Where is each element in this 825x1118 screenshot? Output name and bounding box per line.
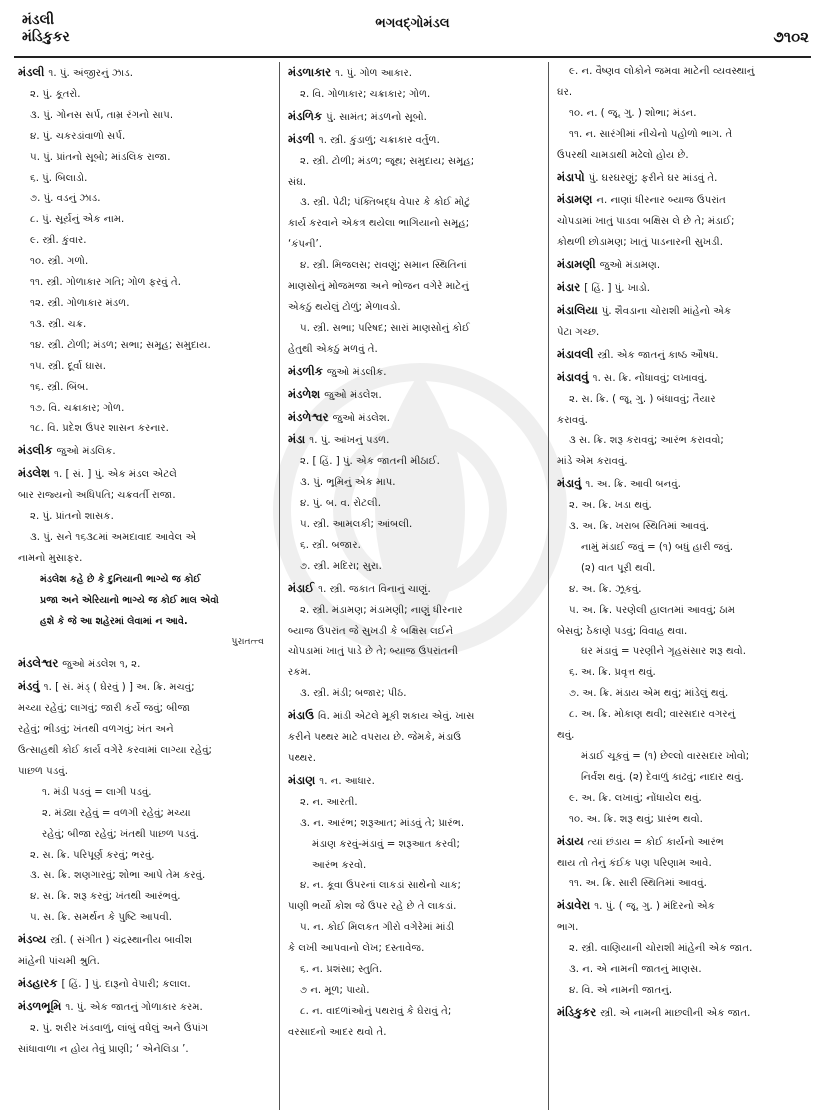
headword: મંડહારક [18, 975, 62, 990]
dictionary-line: થાય તો તેનું કંઈક પણ પરિણામ આવે. [557, 857, 712, 869]
dictionary-line: ૨. પું. કૂતરો. [30, 88, 81, 100]
dictionary-line: ૮. ન. વાદળાંઓનું પથરાવું કે ઘેરાવું તે; [300, 1005, 452, 1017]
dictionary-line: ૬. સ્ત્રી. બજાર. [300, 539, 361, 551]
page-number: ૭૧૦૨ [773, 28, 809, 46]
dictionary-line: ૪. સ. ક્રિ. શરૂ કરવું; ખંતથી આરંભવું. [30, 891, 181, 903]
dictionary-line: ૧૪. સ્ત્રી. ટોળી; મંડળ; સભા; સમૂહ; સમુદાય. [30, 339, 211, 351]
guide-word-last: મંડિકુકર [22, 29, 70, 45]
dictionary-line: ૧૦. અ. ક્રિ. શરૂ થવું; પ્રારંભ થવો. [569, 813, 703, 825]
headword: મંડા [288, 432, 310, 447]
dictionary-line: મંડળિક પું. સામંત; મંડળનો સૂબો. [288, 108, 427, 123]
dictionary-line: મંડાવવું ૧. સ. ક્રિ. નોંધાવવું; લખાવવું. [557, 369, 708, 384]
dictionary-line: ૩. પું. સને ૧૬૩૮માં અમદાવાદ આવેલ એ [30, 531, 197, 543]
dictionary-line: મંડાણ ૧. ન. આધાર. [288, 772, 375, 787]
dictionary-line: ૭ ન. મૂળ; પાયો. [300, 984, 370, 996]
dictionary-line: પ્રજા અને એરિયાનો ભાગ્યે જ કોઈ માલ એવો [40, 594, 219, 606]
dictionary-line: માંહેની પાંચમી શ્રુતિ. [18, 956, 100, 968]
dictionary-line: ૧૧. અ. ક્રિ. સારી સ્થિતિમાં આવવું. [569, 878, 707, 890]
dictionary-line: થવું. [557, 730, 575, 742]
guide-word-first: મંડલી [22, 12, 55, 28]
dictionary-line: મંડાઉ વિ. માંડી એટલે મૂકી શકાય એવું. ખાસ [288, 708, 475, 723]
dictionary-line: મંડાવલી સ્ત્રી. એક જાતનું કાષ્ઠ ઔષધ. [557, 346, 719, 361]
dictionary-line: સાંધાવાળા ન હોય તેવું પ્રાણી; ‘ એનેલિડા ’. [18, 1043, 189, 1055]
dictionary-line: નિર્વંશ થવું. (૨) દેવાળું કાઢવું; નાદાર થવું. [581, 771, 744, 783]
dictionary-line: ૧૨. સ્ત્રી. ગોળાકાર મંડળ. [30, 297, 130, 309]
dictionary-line: મંડામણ ન. નાણાં ધીરનાર બ્યાજ ઉપરાંત [557, 192, 726, 207]
dictionary-line: ૧૮. વિ. પ્રદેશ ઉપર શાસન કરનાર. [30, 423, 169, 435]
headword: મંડલીક [18, 443, 57, 458]
headword: મંડળેશ્વર [288, 409, 333, 424]
dictionary-line: ૬. અ. ક્રિ. પ્રવૃત્ત થવું. [569, 667, 656, 679]
headword: મંડાઈ [288, 580, 319, 595]
dictionary-line: ૫. સ્ત્રી. આમલકી; આંબલી. [300, 519, 413, 531]
dictionary-line: ૩. અ. ક્રિ. ખરાબ સ્થિતિમાં આવવું. [569, 521, 710, 533]
dictionary-line: ૩. પું. ભૂમિનું એક માપ. [300, 477, 396, 489]
dictionary-line: ‘કંપની’. [288, 239, 323, 251]
dictionary-line: ૫. સ. ક્રિ. સમર્થન કે પુષ્ટિ આપવી. [30, 912, 172, 924]
dictionary-line: કે લખી આપવાનો લેખ; દસ્તાવેજ. [288, 943, 425, 955]
dictionary-line: ૧૧. ન. સારંગીમાં નીચેનો પહોળો ભાગ. તે [569, 128, 733, 140]
dictionary-line: વરસાદનો આદર થવો તે. [288, 1026, 387, 1038]
dictionary-line: મંડળભૂમિ ૧. પું. એક જાતનું ગોળાકાર કરમ. [18, 998, 203, 1013]
column-2 [288, 62, 542, 1112]
headword: મંડાવેરા [557, 898, 595, 913]
dictionary-line: ચોપડામાં ખાતું પાડે છે તે; બ્યાજ ઉપરાંતની [288, 646, 458, 658]
dictionary-line: ૨. મંડ્યા રહેવું = વળગી રહેવું; મચ્યા [42, 807, 191, 819]
dictionary-line: મચ્યા રહેવું; લાગવું; જારી કર્યે જવું; બીજા [18, 703, 191, 715]
dictionary-line: (૨) વાત પૂરી થવી. [581, 562, 656, 574]
dictionary-line: મંડળીક જુઓ મંડલીક. [288, 363, 387, 378]
dictionary-line: રકમ. [288, 667, 311, 679]
dictionary-line: મંડાવું ૧. અ. ક્રિ. આવી બનવું. [557, 476, 681, 491]
headword: મંડળેશ [288, 386, 325, 401]
dictionary-line: ૧૧. સ્ત્રી. ગોળાકાર ગતિ; ગોળ ફરવું તે. [30, 277, 181, 289]
dictionary-line: માંડે એમ કરાવવું. [557, 456, 628, 468]
dictionary-line: ઘર. [557, 86, 573, 98]
dictionary-line: મંડાઈ ચૂકવું = (૧) છેલ્લો વારસદાર ખોવો; [581, 751, 750, 762]
dictionary-line: ૩. સ. ક્રિ. શણગારવું; શોભા આપે તેમ કરવું. [30, 870, 206, 882]
dictionary-line: ૮. અ. ક્રિ. મોકાણ થવી; વારસદાર વગરનું [569, 709, 736, 721]
dictionary-line: ૨. સ્ત્રી. ટોળી; મંડળ; જૂથ; સમુદાય; સમૂહ; [300, 155, 475, 167]
dictionary-line: મંડવ્ય સ્ત્રી. ( સંગીત ) ચંદ્રસ્થાનીય બાવીશ [18, 932, 193, 947]
headword: મંડાણ [288, 772, 320, 787]
dictionary-line: ૫. અ. ક્રિ. પરણેલી હાલતમાં આવવું; ઠામ [569, 604, 736, 616]
dictionary-line: કાર્ય કરવાને એકત્ર થયેલા ભાગિયાનો સમૂહ; [288, 218, 470, 230]
dictionary-line: આરંભ કરવો. [312, 859, 367, 871]
dictionary-line: એકઠું થયેલું ટોળું; મેળાવડો. [288, 301, 401, 313]
column-divider-2 [548, 62, 549, 1110]
dictionary-line: ૨. સ. ક્રિ. પરિપૂર્ણ કરવું; ભરવું. [30, 849, 155, 861]
dictionary-line: બ્યાજ ઉપરાંત જે સુખડી કે બક્ષિસ લઈને [288, 625, 454, 637]
headword: મંડલેશ્વર [18, 656, 63, 671]
dictionary-line: ૭. પું. વડનું ઝાડ. [30, 193, 101, 205]
dictionary-line: ૭. અ. ક્રિ. મંડાય એમ થવું; માંડેલું થવું. [569, 688, 729, 700]
dictionary-line: ૮. પું. સૂર્યનું એક નામ. [30, 214, 125, 226]
dictionary-line: ૫. સ્ત્રી. સભા; પરિષદ; સારાં માણસોનું કોઈ [300, 322, 470, 334]
dictionary-line: મંડલીક જુઓ મંડલિક. [18, 443, 116, 458]
dictionary-line: ૯. સ્ત્રી. કુંવાર. [30, 235, 87, 247]
dictionary-line: મંડાય ત્યાં છંડાય = કોઈ કાર્યનો આરંભ [557, 833, 724, 848]
headword: મંડાય [557, 833, 588, 848]
headword: મંડલેશ [18, 466, 54, 481]
dictionary-line: મંડળાકાર ૧. પું. ગોળ આકાર. [288, 65, 412, 79]
dictionary-line: ૧૦. ન. ( જૂ. ગુ. ) શોભા; મંડન. [569, 107, 697, 119]
dictionary-line: મંડાલિયા પું. શૈવડાના ચોરાશી માંહેનો એક [557, 302, 732, 317]
dictionary-line: ૨. ન. આરતી. [300, 796, 358, 808]
dictionary-line: રહેવું; બીજા રહેવું; ખંતથી પાછળ પડવું. [42, 828, 200, 840]
dictionary-line: ૪. સ્ત્રી. મિજલસ; રાવણું; સમાન સ્થિતિનાં [300, 260, 467, 272]
dictionary-line: ૩. પું. ગોનસ સર્પ, તામ્ર રંગનો સાપ. [30, 109, 174, 121]
dictionary-line: મંડામણી જુઓ મંડામણ. [557, 257, 661, 272]
dictionary-line: રહેવું; ભીડવું; ખંતથી વળગવું; ખંત અને [18, 724, 174, 736]
dictionary-line: ૯. ન. વૈષ્ણવ લોકોને જમવા માટેની વ્યવસ્થાનું [569, 66, 755, 77]
headword: મંડળિક [288, 108, 327, 123]
column-divider-1 [279, 62, 280, 1110]
dictionary-line: પાછળ પડવું. [18, 765, 68, 777]
headword: મંડળી [288, 131, 319, 146]
column-3 [557, 62, 812, 1112]
dictionary-line: ૨. પું. પ્રાંતનો શાસક. [30, 511, 114, 523]
dictionary-line: ૯. અ. ક્રિ. લખાવું; નોંધાયેલ થવું. [569, 792, 702, 804]
headword: મંડામણી [557, 257, 600, 272]
dictionary-line: ૨. અ. ક્રિ. ખડા થવું. [569, 500, 652, 512]
dictionary-line: ૧૦. સ્ત્રી. ગળો. [30, 256, 89, 268]
dictionary-line: ૭. સ્ત્રી. મદિરા; સુરા. [300, 560, 382, 572]
dictionary-line: ભાગ. [557, 922, 579, 934]
dictionary-line: નામનો મુસાફર. [18, 552, 83, 564]
headword: મંડાર [557, 280, 585, 295]
dictionary-line: બેસવું; ઠેકાણે પડવું; વિવાહ થવા. [557, 625, 688, 637]
headword: મંડળીક [288, 363, 327, 378]
dictionary-line: ૩. ન. આરંભ; શરૂઆત; માંડવું તે; પ્રારંભ. [300, 817, 465, 829]
dictionary-line: મંડાર [ હિં. ] પું. ખાડો. [557, 280, 650, 295]
dictionary-line: મંડળેશ્વર જુઓ મંડલેશ. [288, 409, 390, 424]
dictionary-line: મંડળેશ જુઓ મંડલેશ. [288, 386, 382, 401]
column-1 [18, 62, 270, 1112]
dictionary-line: ૧૬. સ્ત્રી. બિંબ. [30, 381, 89, 393]
dictionary-line: મંડવું ૧. [ સં. મંડ્ ( ઘેરવું ) ] અ. ક્રિ. મચવું; [18, 679, 195, 694]
headword: મંડાલિયા [557, 302, 602, 317]
dictionary-line: કરાવવું. [557, 414, 588, 426]
headword: મંડળભૂમિ [18, 998, 66, 1013]
dictionary-line: ૧૫. સ્ત્રી. દૂર્વા ઘાસ. [30, 360, 107, 372]
book-title: ભગવદ્ગોમંડલ [375, 16, 450, 31]
dictionary-line: મંડાપો પું. ઘરઘરણું; ફરીને ઘર માંડવું તે. [557, 169, 718, 184]
headword: મંડાવવું [557, 369, 593, 384]
dictionary-line: હશે કે જે આ શહેરમાં લેવામાં ન આવે. [40, 615, 188, 627]
headword: મંડાપો [557, 169, 589, 184]
dictionary-line: પથ્થર. [288, 753, 316, 764]
headword: મંડવું [18, 679, 44, 694]
dictionary-line: ૨. પું. શરીર ખંડવાળું, લાંબું વધેલું અને ઉપાંગ [30, 1022, 209, 1034]
dictionary-line: ૬. ન. પ્રશંસા; સ્તુતિ. [300, 964, 383, 976]
dictionary-line: બાર રાજ્યનો અધિપતિ; ચક્રવર્તી રાજા. [18, 490, 176, 502]
dictionary-line: ૨. સ્ત્રી. વાણિયાની ચોરાશી માંહેની એક જાત. [569, 943, 753, 955]
headword: મંડાવલી [557, 346, 598, 361]
dictionary-line: મંડિકુકર સ્ત્રી. એ નામની માછલીની એક જાત. [557, 1004, 751, 1019]
dictionary-line: નામું મંડાઈ જવું = (૧) બધું હારી જવું. [581, 541, 733, 553]
dictionary-line: મંડલેશ્વર જુઓ મંડલેશ ૧, ૨. [18, 656, 141, 671]
dictionary-line: ૧. મંડી પડવું = લાગી પડવું. [42, 786, 152, 798]
dictionary-line: મંડલેશ કહે છે કે દુનિયાની ભાગ્યે જ કોઈ [40, 573, 201, 585]
headword: મંડામણ [557, 192, 597, 207]
dictionary-line: ઉત્સાહથી કોઈ કાર્ય વગેરે કરવામાં લાગ્યા રહેવું; [18, 745, 212, 756]
dictionary-line: મંડહારક [ હિં. ] પું. દારૂનો વેપારી; કલાલ. [18, 975, 191, 990]
dictionary-line: ૪. ન. કૂવા ઉપરનાં લાકડાં સાથેનો ચાક; [300, 880, 461, 892]
dictionary-line: ઉપરથી ચામડાથી મઢેલો હોય છે. [557, 149, 689, 161]
dictionary-line: ૩. સ્ત્રી. મંડી; બજાર; પીઠ. [300, 688, 407, 700]
headword: મંડાવું [557, 476, 586, 491]
dictionary-line: ૫. ન. કોઈ મિલકત ગીરો વગેરેમાં માંડી [300, 922, 455, 934]
dictionary-line: હેતુથી એકઠું મળવું તે. [288, 343, 378, 355]
dictionary-line: ૪. પું. ચકરડાંવાળો સર્પ. [30, 130, 126, 142]
headword: મંડાઉ [288, 708, 318, 723]
dictionary-line: પાણી ભર્યો કોશ જે ઉપર રહે છે તે લાકડાં. [288, 901, 457, 913]
dictionary-line: ૧૩. સ્ત્રી. ચક્ર. [30, 318, 87, 330]
dictionary-line: ૪. વિ. એ નામની જાતનું. [569, 984, 673, 996]
dictionary-line: મંડલી ૧. પું. અંજીરનું ઝાડ. [18, 65, 133, 79]
dictionary-line: પેટા ગચ્છ. [557, 326, 600, 338]
dictionary-line: ઘર મંડાવું = પરણીને ગૃહસંસાર શરૂ થવો. [581, 646, 746, 658]
dictionary-line: ચોપડામાં ખાતું પાડવા બક્ષિસ લે છે તે; મંડાઈ; [557, 216, 735, 228]
headword: મંડળાકાર [288, 65, 336, 79]
headword: મંડવ્ય [18, 932, 51, 947]
dictionary-line: ૧૭. વિ. ચક્રાકાર; ગોળ. [30, 402, 125, 414]
headword: મંડલી [18, 65, 49, 79]
dictionary-line: કરીને પથ્થર માટે વપરાય છે. જેમકે, મંડાઉ [288, 732, 462, 744]
header-rule [14, 56, 811, 58]
dictionary-line: મંડાણ કરવું-મંડાવું = શરૂઆત કરવી; [312, 838, 460, 850]
dictionary-line: ૨. વિ. ગોળાકાર; ચક્રાકાર; ગોળ. [300, 88, 431, 100]
dictionary-line: મંડાઈ ૧. સ્ત્રી. જકાત વિનાનું ચાણું. [288, 580, 431, 595]
dictionary-line: ૪. પું. બ. વ. રોટલી. [300, 498, 381, 510]
dictionary-line: ૩ સ. ક્રિ. શરૂ કરાવવું; આરંભ કરાવવો; [569, 435, 724, 447]
dictionary-line: મંડા ૧. પું. આંખનું પડળ. [288, 432, 390, 447]
dictionary-line: કોથળી છોડામણ; ખાતું પાડનારની સુખડી. [557, 237, 723, 249]
dictionary-line: સંઘ. [288, 176, 307, 188]
dictionary-line: ૫. પું. પ્રાંતનો સૂબો; માંડલિક રાજા. [30, 151, 171, 163]
dictionary-line: માણસોનું મોજમજા અને ભોજન વગેરે માટેનું [288, 281, 469, 293]
dictionary-line: મંડાવેરા ૧. પું. ( જૂ. ગુ. ) મંદિરનો એક [557, 898, 715, 913]
headword: મંડિકુકર [557, 1004, 601, 1019]
dictionary-line: ૨. સ. ક્રિ. ( જૂ. ગુ. ) બંધાવવું; તૈયાર [569, 393, 716, 405]
dictionary-line: પુરાતત્ત્વ [231, 636, 264, 648]
dictionary-line: ૩. ન. એ નામની જાતનું માણસ. [569, 964, 702, 976]
dictionary-line: ૩. સ્ત્રી. પેઢી; પંક્તિબદ્ધ વેપાર કે કોઈ મોટું [300, 197, 471, 209]
dictionary-line: ૨. [ હિં. ] પું. એક જાતની મીઠાઈ. [300, 456, 440, 468]
dictionary-line: ૪. અ. ક્રિ. ઝૂકવું. [569, 583, 642, 595]
dictionary-line: ૬. પું. બિલાડો. [30, 172, 88, 184]
dictionary-line: મંડળી ૧. સ્ત્રી. કુંડાળું; ચક્રાકાર વર્તુળ. [288, 131, 440, 146]
dictionary-line: ૨. સ્ત્રી. મંડામણ; મંડામણી; નાણું ધીરનાર [300, 604, 463, 616]
dictionary-line: મંડલેશ ૧. [ સં. ] પું. એક મંડલ એટલે [18, 466, 177, 481]
